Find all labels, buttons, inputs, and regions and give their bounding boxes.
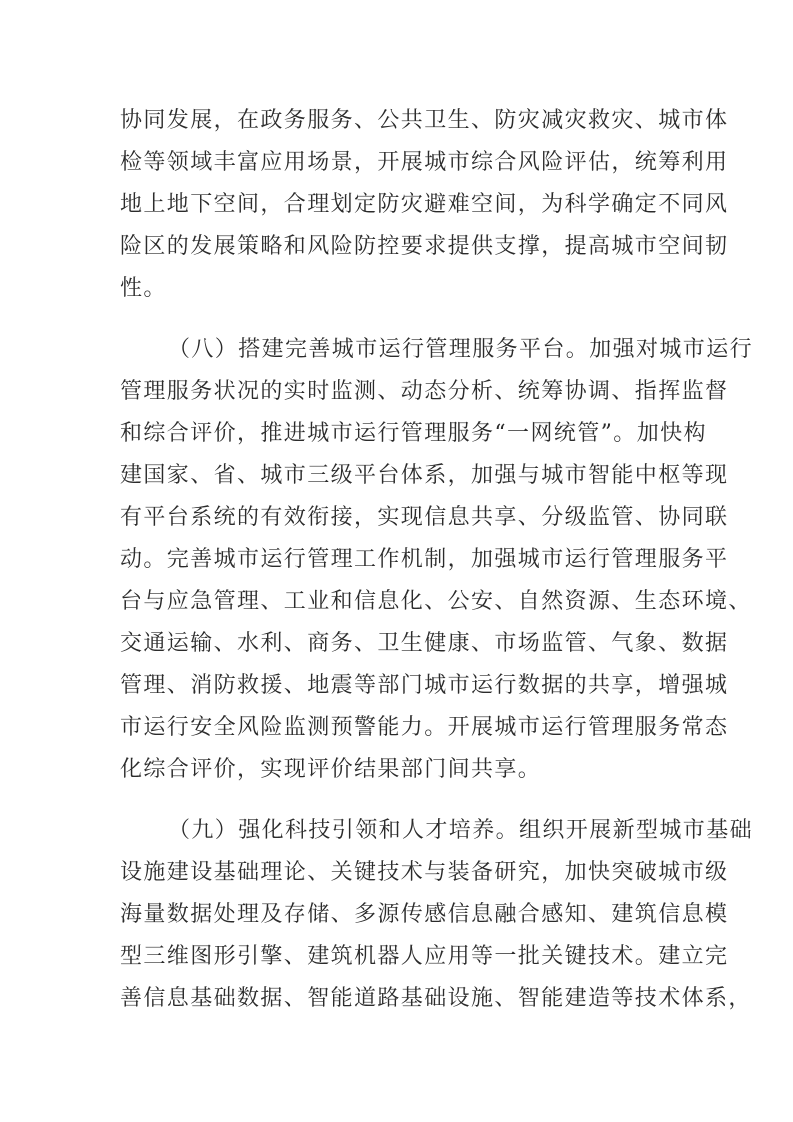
text-line: 检等领域丰富应用场景，开展城市综合风险评估，统筹利用 — [120, 150, 729, 175]
text-line: 性。 — [120, 276, 167, 301]
text-line: 建国家、省、城市三级平台体系，加强与城市智能中枢等现 — [120, 463, 729, 488]
text-line: 协同发展，在政务服务、公共卫生、防灾减灾救灾、城市体 — [120, 108, 729, 133]
text-line: 动。完善城市运行管理工作机制，加强城市运行管理服务平 — [120, 547, 729, 572]
paragraph-section-8 — [120, 329, 754, 791]
text-line: 台与应急管理、工业和信息化、公安、自然资源、生态环境、 — [120, 589, 752, 614]
text-line: 管理服务状况的实时监测、动态分析、统筹协调、指挥监督 — [120, 379, 729, 404]
text-line: 地上地下空间，合理划定防灾避难空间，为科学确定不同风 — [120, 192, 729, 217]
text-line: 市运行安全风险监测预警能力。开展城市运行管理服务常态 — [120, 715, 729, 740]
text-line: （八）搭建完善城市运行管理服务平台。加强对城市运行 — [168, 337, 754, 362]
paragraph-section-9 — [120, 810, 754, 1020]
paragraph-continuation — [120, 100, 729, 310]
text-line: 海量数据处理及存储、多源传感信息融合感知、建筑信息模 — [120, 902, 729, 927]
text-line: （九）强化科技引领和人才培养。组织开展新型城市基础 — [168, 818, 754, 843]
text-line: 有平台系统的有效衔接，实现信息共享、分级监管、协同联 — [120, 505, 729, 530]
text-line: 和综合评价，推进城市运行管理服务“一网统管”。加快构 — [120, 421, 707, 446]
text-line: 设施建设基础理论、关键技术与装备研究，加快突破城市级 — [120, 860, 729, 885]
document-body — [120, 100, 754, 1039]
text-line: 化综合评价，实现评价结果部门间共享。 — [120, 757, 542, 782]
text-line: 善信息基础数据、智能道路基础设施、智能建造等技术体系， — [120, 986, 752, 1011]
text-line: 险区的发展策略和风险防控要求提供支撑，提高城市空间韧 — [120, 234, 729, 259]
text-line: 型三维图形引擎、建筑机器人应用等一批关键技术。建立完 — [120, 944, 729, 969]
text-line: 交通运输、水利、商务、卫生健康、市场监管、气象、数据 — [120, 631, 729, 656]
text-line: 管理、消防救援、地震等部门城市运行数据的共享，增强城 — [120, 673, 729, 698]
